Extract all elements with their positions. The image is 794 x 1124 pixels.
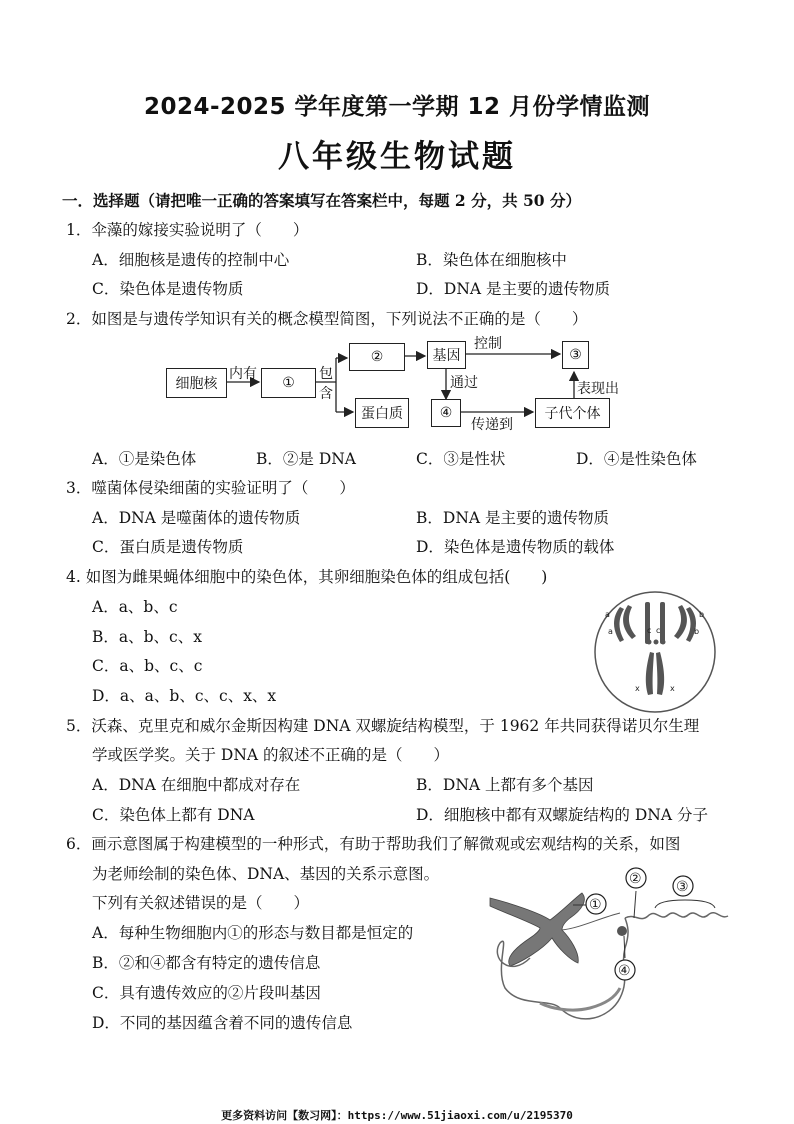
- question-3-option-b: B．DNA 是主要的遗传物质: [416, 509, 610, 527]
- box-two: ②: [349, 343, 405, 371]
- label-one: ①: [589, 897, 602, 913]
- question-3-stem: 3．噬菌体侵染细菌的实验证明了（ ）: [66, 479, 355, 497]
- question-2-option-c: C．③是性状: [416, 450, 506, 468]
- question-1-stem: 1．伞藻的嫁接实验说明了（ ）: [66, 221, 309, 239]
- question-1-option-d: D．DNA 是主要的遗传物质: [416, 280, 611, 298]
- question-5-stem-line-2: 学或医学奖。关于 DNA 的叙述不正确的是（ ）: [92, 746, 450, 764]
- label-through: 通过: [450, 375, 478, 391]
- label-contains-2: 含: [319, 386, 333, 402]
- question-5-option-b: B．DNA 上都有多个基因: [416, 776, 594, 794]
- label-c-1: c: [647, 626, 652, 635]
- question-4-option-d: D．a、a、b、c、c、x、x: [92, 687, 277, 705]
- label-two: ②: [629, 871, 642, 887]
- label-b-2: b: [694, 627, 700, 636]
- fruit-fly-chromosome-figure: [590, 587, 720, 717]
- box-protein: 蛋白质: [355, 398, 409, 428]
- label-x-1: x: [635, 684, 640, 693]
- question-6-stem-line-2: 为老师绘制的染色体、DNA、基因的关系示意图。: [92, 865, 440, 883]
- box-offspring: 子代个体: [535, 398, 610, 428]
- question-1-option-c: C．染色体是遗传物质: [92, 280, 244, 298]
- label-has: 内有: [229, 366, 257, 382]
- label-three: ③: [676, 879, 689, 895]
- cell-outline: [595, 592, 715, 712]
- question-1-option-b: B．染色体在细胞核中: [416, 251, 567, 269]
- question-4-option-c: C．a、b、c、c: [92, 657, 203, 675]
- question-5-stem-line-1: 5．沃森、克里克和威尔金斯因构建 DNA 双螺旋结构模型，于 1962 年共同获得诺贝尔生理: [66, 717, 700, 735]
- question-5-option-a: A．DNA 在细胞中都成对存在: [92, 776, 301, 794]
- question-2-option-b: B．②是 DNA: [256, 450, 357, 468]
- exam-title: 2024-2025 学年度第一学期 12 月份学情监测: [143, 94, 651, 120]
- question-6-stem-line-1: 6．画示意图属于构建模型的一种形式，有助于帮助我们了解微观或宏观结构的关系，如图: [66, 835, 681, 853]
- question-6-option-d: D．不同的基因蕴含着不同的遗传信息: [92, 1014, 353, 1032]
- label-b-1: b: [699, 610, 705, 619]
- question-2-option-d: D．④是性染色体: [576, 450, 697, 468]
- box-nucleus: 细胞核: [166, 368, 227, 398]
- question-2-stem: 2．如图是与遗传学知识有关的概念模型简图，下列说法不正确的是（ ）: [66, 310, 588, 328]
- label-show: 表现出: [577, 381, 619, 397]
- question-6-option-b: B．②和④都含有特定的遗传信息: [92, 954, 321, 972]
- question-6-option-a: A．每种生物细胞内①的形态与数目都是恒定的: [92, 924, 414, 942]
- box-three: ③: [562, 341, 589, 369]
- chromosome-dna-gene-figure: [470, 858, 740, 1048]
- question-3-option-a: A．DNA 是噬菌体的遗传物质: [92, 509, 301, 527]
- question-4-option-b: B．a、b、c、x: [92, 628, 202, 646]
- label-c-2: c: [656, 626, 661, 635]
- label-pass: 传递到: [471, 417, 513, 433]
- question-6-stem-line-3: 下列有关叙述错误的是（ ）: [92, 894, 310, 912]
- question-4-stem: 4. 如图为雌果蝇体细胞中的染色体，其卵细胞染色体的组成包括( ): [66, 568, 548, 586]
- label-x-2: x: [670, 684, 675, 693]
- exam-subtitle: 八年级生物试题: [278, 139, 516, 175]
- question-5-option-d: D．细胞核中都有双螺旋结构的 DNA 分子: [416, 806, 708, 824]
- question-6-option-c: C．具有遗传效应的②片段叫基因: [92, 984, 321, 1002]
- footer-link[interactable]: 更多资料访问【数习网】：https://www.51jiaoxi.com/u/2195370: [221, 1109, 573, 1122]
- label-a-2: a: [608, 627, 613, 636]
- question-1-option-a: A．细胞核是遗传的控制中心: [92, 251, 290, 269]
- section-heading: 一．选择题（请把唯一正确的答案填写在答案栏中，每题 2 分，共 50 分）: [62, 191, 581, 210]
- question-3-option-d: D．染色体是遗传物质的载体: [416, 538, 615, 556]
- label-a-1: a: [605, 610, 610, 619]
- box-four: ④: [431, 399, 461, 427]
- question-3-option-c: C．蛋白质是遗传物质: [92, 538, 244, 556]
- question-2-option-a: A．①是染色体: [92, 450, 197, 468]
- label-control: 控制: [474, 336, 502, 352]
- question-4-option-a: A．a、b、c: [92, 598, 178, 616]
- question-5-option-c: C．染色体上都有 DNA: [92, 806, 255, 824]
- box-gene: 基因: [427, 341, 466, 369]
- label-four: ④: [618, 963, 631, 979]
- label-contains-1: 包: [319, 366, 333, 382]
- box-one: ①: [261, 368, 316, 398]
